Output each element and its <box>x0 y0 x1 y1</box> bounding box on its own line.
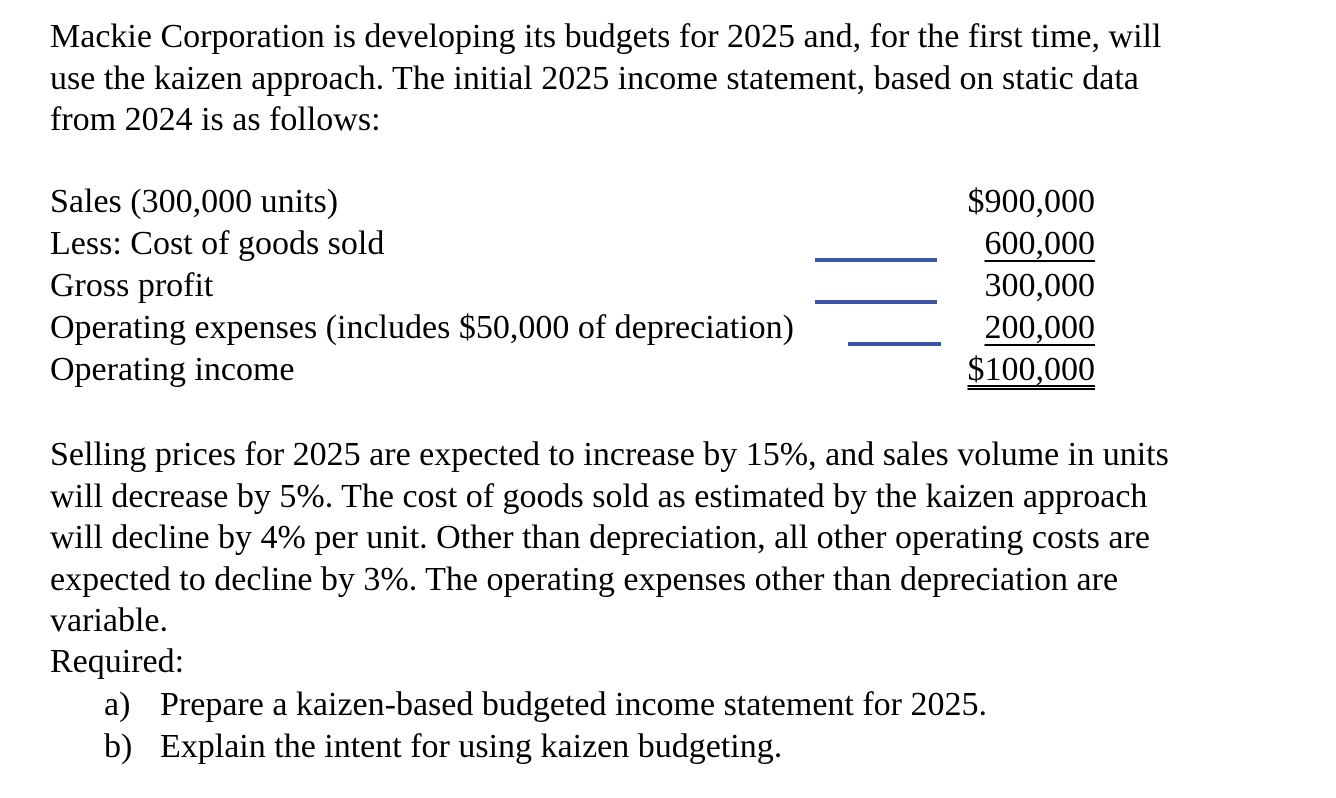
required-item-text: Explain the intent for using kaizen budgeting. <box>160 728 783 765</box>
statement-amount-wrap <box>895 349 1095 391</box>
required-item-text: Prepare a kaizen-based budgeted income statement for 2025. <box>160 686 988 723</box>
intro-line: from 2024 is as follows: <box>50 101 381 138</box>
required-item-a <box>104 684 987 726</box>
required-item-b <box>104 726 782 768</box>
assumption-line: will decrease by 5%. The cost of goods sold as estimated by the kaizen approach <box>50 477 1148 515</box>
leader-rule <box>815 300 937 304</box>
intro-line: use the kaizen approach. The initial 2025 income statement, based on static data <box>50 59 1139 97</box>
statement-label: Operating income <box>50 351 295 388</box>
assumption-line: expected to decline by 3%. The operating expenses other than depreciation are <box>50 560 1119 598</box>
statement-label: Sales (300,000 units) <box>50 183 339 220</box>
statement-amount: 200,000 <box>984 309 1095 346</box>
intro-paragraph <box>50 16 1300 141</box>
intro-line: Mackie Corporation is developing its budgets for 2025 and, for the first time, will <box>50 18 1162 55</box>
statement-amount: 300,000 <box>984 267 1095 304</box>
statement-label: Less: Cost of goods sold <box>50 225 385 262</box>
statement-amount: $900,000 <box>967 183 1095 220</box>
required-item-label: b) <box>104 728 133 765</box>
required-heading: Required: <box>50 643 185 680</box>
statement-label: Gross profit <box>50 267 214 304</box>
assumptions-paragraph <box>50 434 1300 642</box>
statement-label: Operating expenses (includes $50,000 of depreciation) <box>50 309 794 346</box>
leader-rule <box>815 258 937 262</box>
statement-amount: 600,000 <box>984 225 1095 262</box>
assumption-line: Selling prices for 2025 are expected to increase by 15%, and sales volume in units <box>50 436 1169 473</box>
leader-rule <box>848 342 941 346</box>
assumption-line: will decline by 4% per unit. Other than depreciation, all other operating costs are <box>50 519 1150 556</box>
required-item-label: a) <box>104 686 131 723</box>
statement-amount: $100,000 <box>967 351 1095 388</box>
assumption-line: variable. <box>50 602 168 639</box>
